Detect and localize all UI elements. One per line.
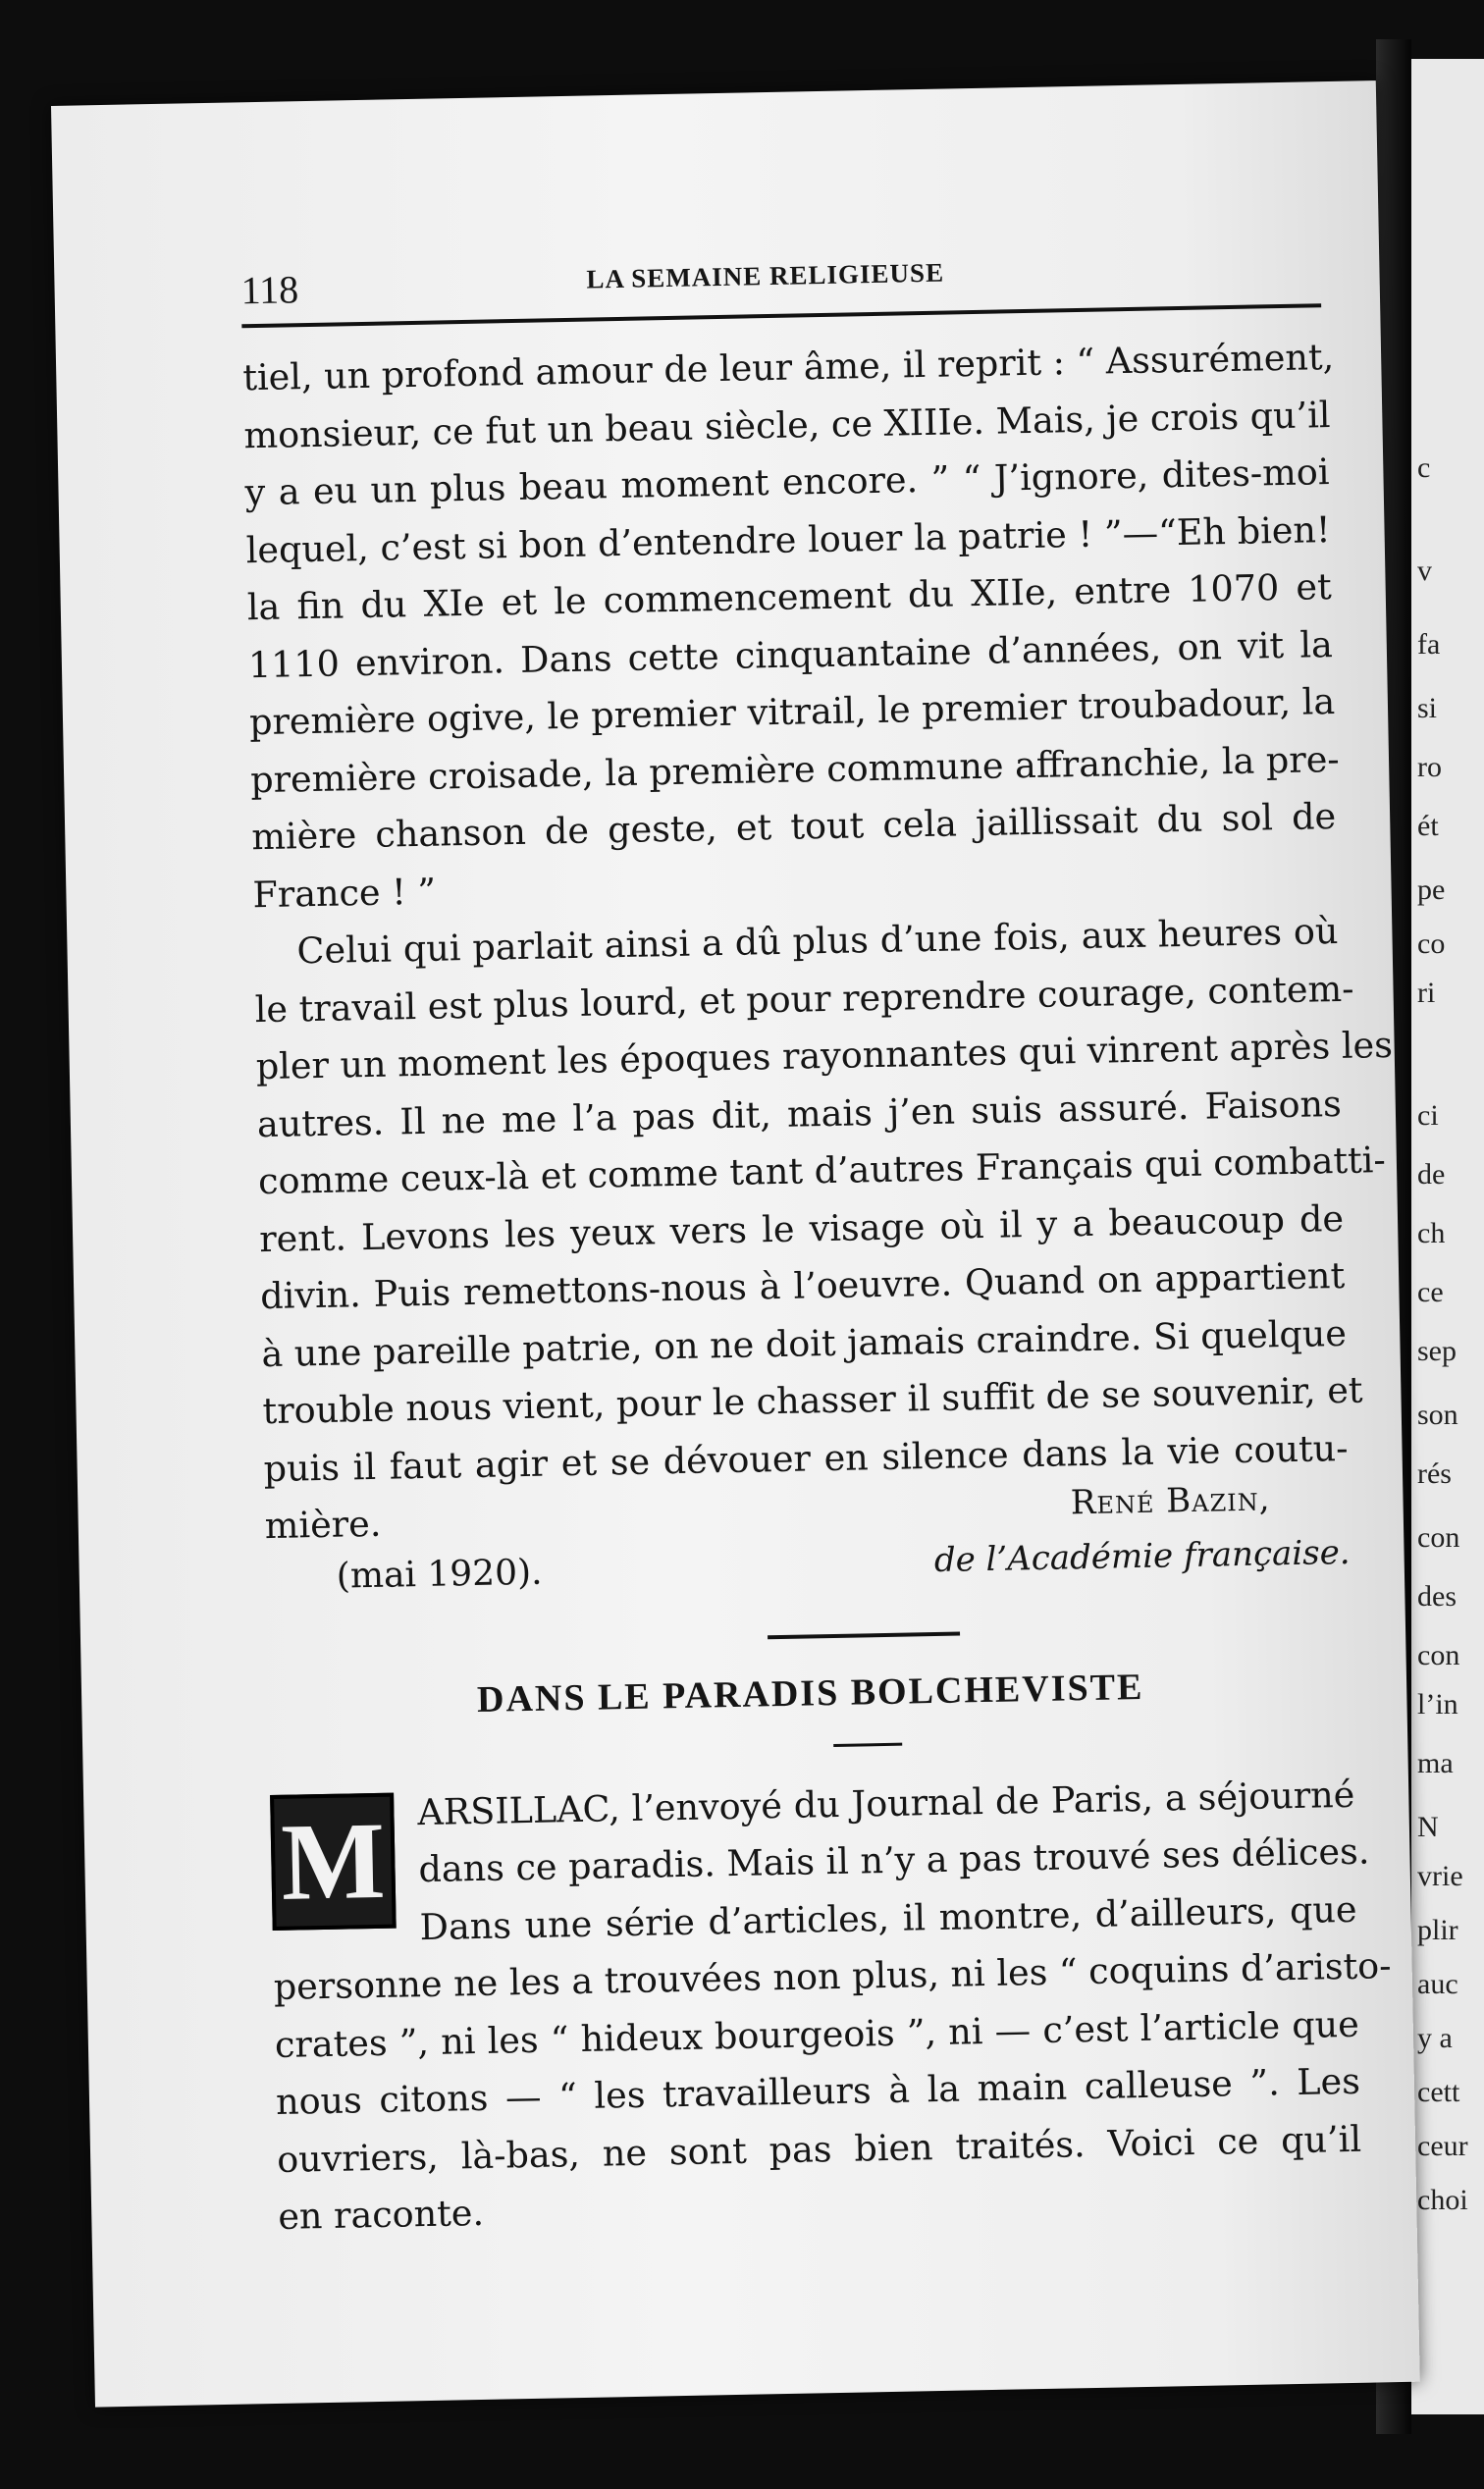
article-2-text [270, 1766, 1392, 2246]
book-page [51, 80, 1420, 2407]
text-line: la fin du XIe et le commencement du XIIe, entre 1070 et [246, 565, 1333, 629]
text-line: y a eu un plus beau moment encore. ” “ J’ignore, dites-moi [244, 450, 1330, 514]
text-line: personne ne les a trouvées non plus, ni les “ coquins d’aristo- [273, 1944, 1392, 2008]
text-line: tiel, un profond amour de leur âme, il reprit : “ Assurément, [241, 335, 1335, 399]
facing-page-fragment: fa [1417, 628, 1441, 661]
facing-page-fragment: y a [1417, 2022, 1453, 2054]
text-line: ouvriers, là-bas, ne sont pas bien traités. Voici ce qu’il [276, 2117, 1362, 2181]
facing-page-fragment: si [1417, 692, 1438, 724]
facing-page-fragment: plir [1417, 1914, 1458, 1946]
facing-page-fragment: co [1417, 927, 1446, 960]
text-line: ARSILLAC, l’envoyé du Journal de Paris, a séjourné [417, 1773, 1355, 1833]
text-line: mière. [264, 1502, 382, 1548]
text-line: divin. Puis remettons-nous à l’oeuvre. Quand on appartient [259, 1253, 1346, 1318]
facing-page-edge [1411, 59, 1484, 2414]
facing-page-fragment: ro [1417, 751, 1442, 783]
text-line: en raconte. [277, 2191, 485, 2238]
text-line: le travail est plus lourd, et pour reprendre courage, contem- [254, 967, 1354, 1031]
facing-page-fragment: vrie [1417, 1860, 1463, 1892]
text-line: mière chanson de geste, et tout cela jaillissait du sol de [250, 795, 1337, 859]
text-line: autres. Il ne me l’a pas dit, mais j’en suis assuré. Faisons [256, 1082, 1343, 1145]
facing-page-fragment: l’in [1417, 1688, 1458, 1721]
text-line: à une pareille patrie, on ne doit jamais craindre. Si quelque [261, 1311, 1348, 1375]
dropcap-letter: M [280, 1799, 387, 1924]
text-line: pler un moment les époques rayonnantes qui vinrent après les [255, 1023, 1394, 1088]
text-line: crates ”, ni les “ hideux bourgeois ”, ni — c’est l’article que [274, 2002, 1360, 2066]
facing-page-fragment: choi [1417, 2184, 1468, 2216]
facing-page-fragment: v [1417, 555, 1432, 587]
text-line: 1110 environ. Dans cette cinquantaine d’années, on vit la [247, 622, 1334, 686]
text-line: France ! ” [252, 870, 437, 916]
facing-page-fragment: ceur [1417, 2130, 1468, 2162]
section-title-rule [833, 1742, 902, 1746]
facing-page-fragment: ri [1417, 977, 1436, 1009]
facing-page-fragment: ch [1417, 1217, 1446, 1249]
facing-page-fragment: con [1417, 1639, 1460, 1671]
dropcap-initial [270, 1792, 397, 1930]
journal-title: LA SEMAINE RELIGIEUSE [586, 257, 945, 294]
article-date: (mai 1920). [336, 1552, 543, 1597]
text-line: comme ceux-là et comme tant d’autres Français qui combatti- [257, 1139, 1387, 1203]
page-number: 118 [240, 267, 299, 313]
facing-page-fragment: des [1417, 1580, 1457, 1613]
dropcap-lines [270, 1766, 1370, 1959]
text-line: lequel, c’est si bon d’entendre louer la patrie ! ”—“Eh bien! [245, 507, 1331, 571]
text-line: dans ce paradis. Mais il n’y a pas trouvé ses délices. [418, 1829, 1370, 1891]
text-line: puis il faut agir et se dévouer en silence dans la vie coutu- [263, 1426, 1349, 1490]
facing-page-fragment: son [1417, 1399, 1458, 1431]
facing-page-fragment: ét [1417, 810, 1439, 842]
text-line: rent. Levons les yeux vers le visage où il y a beaucoup de [258, 1196, 1345, 1260]
facing-page-fragment: auc [1417, 1968, 1458, 2000]
text-line: Dans une série d’articles, il montre, d’ailleurs, que [419, 1887, 1357, 1948]
facing-page-fragment: rés [1417, 1457, 1452, 1490]
header-rule [241, 303, 1321, 328]
facing-page-fragment: con [1417, 1521, 1460, 1554]
article-1-text [241, 329, 1394, 1555]
facing-page-fragment: ci [1417, 1099, 1439, 1132]
text-line: nous citons — “ les travailleurs à la main calleuse ”. Les [275, 2059, 1361, 2123]
facing-page-fragment: N [1417, 1811, 1439, 1843]
running-head [240, 238, 1326, 328]
facing-page-fragment: c [1417, 451, 1431, 484]
section-divider [768, 1631, 960, 1639]
facing-page-fragment: pe [1417, 874, 1446, 906]
facing-page-fragment: ce [1417, 1276, 1444, 1308]
facing-page-fragment: de [1417, 1158, 1446, 1191]
section-title: DANS LE PARADIS BOLCHEVISTE [476, 1666, 1144, 1721]
text-line: monsieur, ce fut un beau siècle, ce XIIIe. Mais, je crois qu’il [243, 393, 1331, 456]
facing-page-fragment: ma [1417, 1747, 1454, 1779]
page-content [240, 238, 1394, 2246]
text-line: trouble nous vient, pour le chasser il suffit de se souvenir, et [262, 1368, 1363, 1433]
signature-block [264, 1477, 1351, 1601]
text-line: Celui qui parlait ainsi a dû plus d’une fois, aux heures où [296, 909, 1339, 973]
facing-page-fragment: cett [1417, 2076, 1460, 2108]
text-line: première ogive, le premier vitrail, le premier troubadour, la [248, 680, 1336, 744]
author-name: René Bazin, [1070, 1478, 1271, 1522]
text-line: première croisade, la première commune affranchie, la pre- [249, 737, 1341, 801]
author-affiliation: de l’Académie française. [933, 1532, 1351, 1580]
facing-page-fragment: sep [1417, 1335, 1457, 1367]
